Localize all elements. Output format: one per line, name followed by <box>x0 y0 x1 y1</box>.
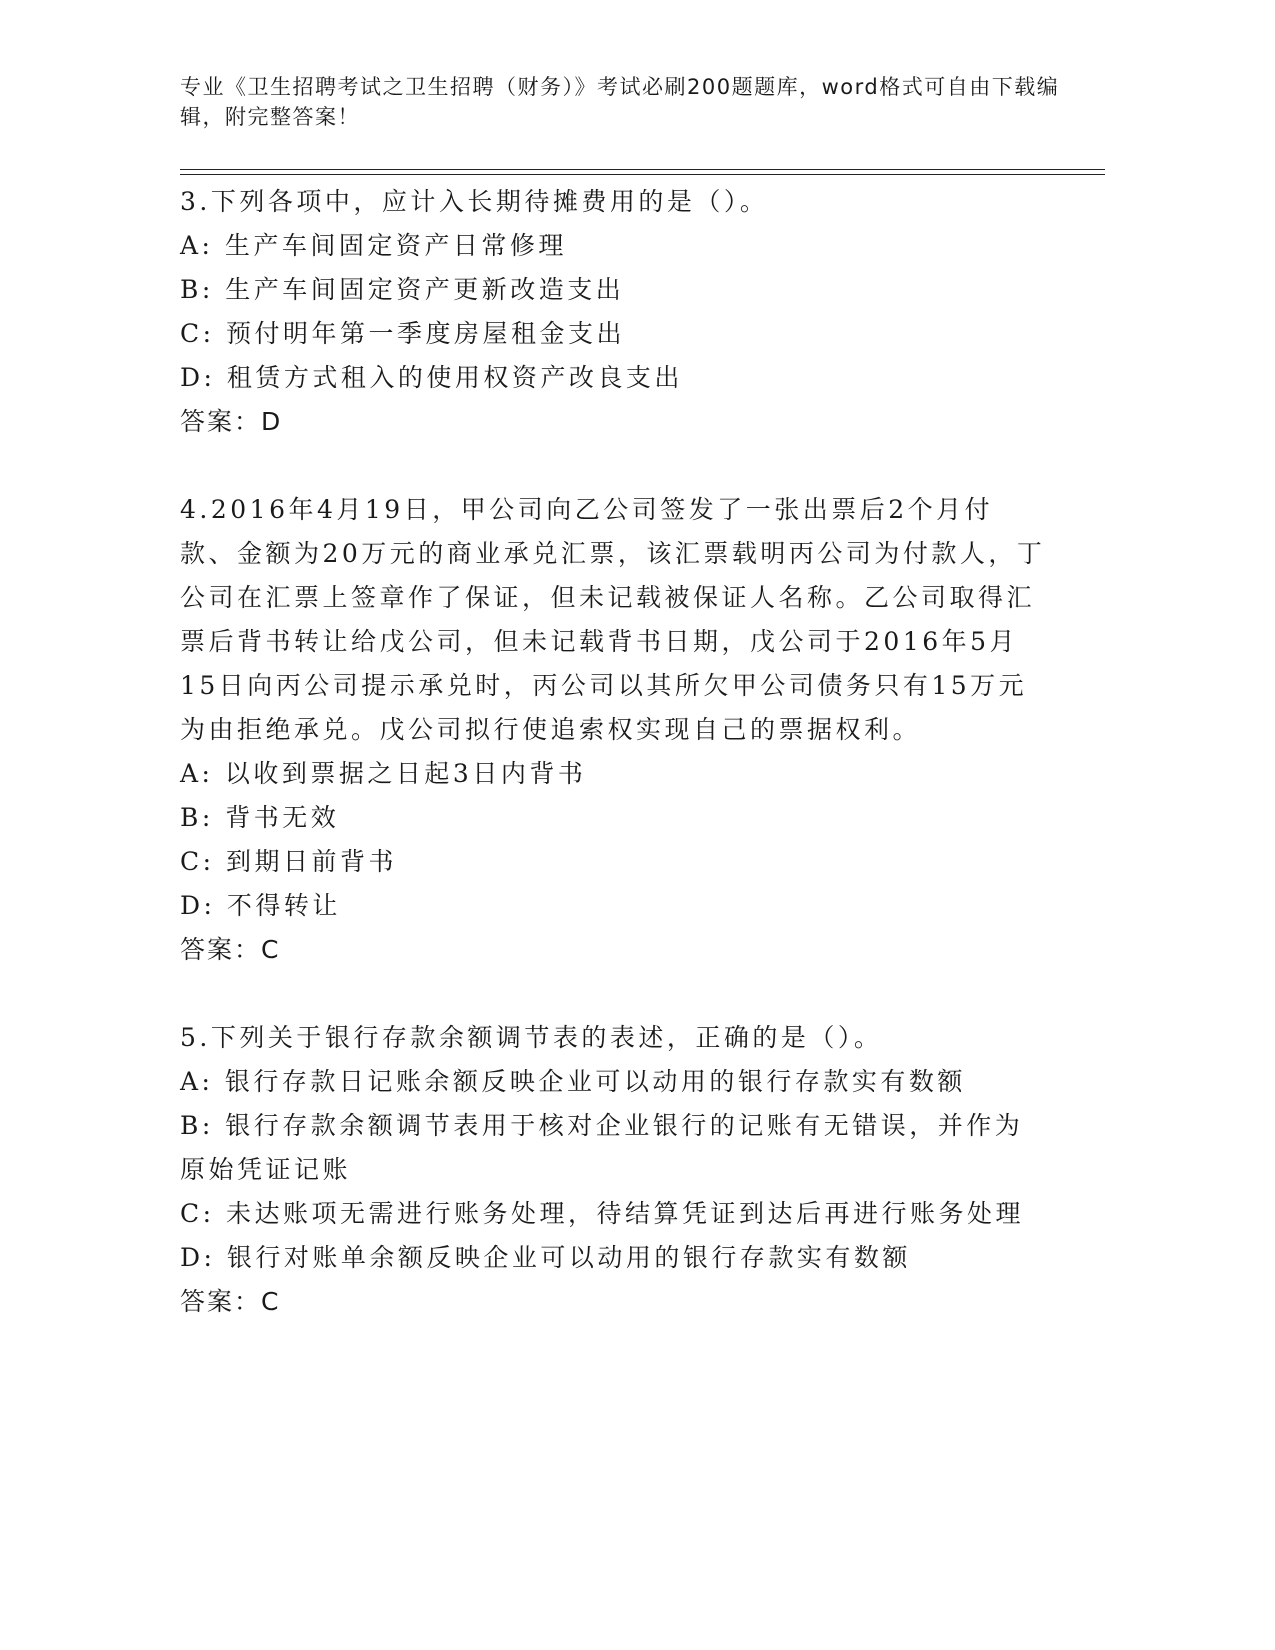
option-d: D: 银行对账单余额反映企业可以动用的银行存款实有数额 <box>180 1243 911 1272</box>
option-d: D: 租赁方式租入的使用权资产改良支出 <box>180 363 683 392</box>
question-3 <box>180 180 1050 444</box>
answer: 答案：D <box>180 407 283 436</box>
option-d: D: 不得转让 <box>180 891 341 920</box>
question-text: 5.下列关于银行存款余额调节表的表述，正确的是（）。 <box>180 1023 883 1052</box>
answer: 答案：C <box>180 1287 281 1316</box>
document-header: 专业《卫生招聘考试之卫生招聘（财务）》考试必刷200题题库，word格式可自由下载编辑，附完整答案！ <box>180 75 1060 129</box>
option-a: A: 生产车间固定资产日常修理 <box>180 231 567 260</box>
option-b: B: 银行存款余额调节表用于核对企业银行的记账有无错误，并作为原始凭证记账 <box>180 1111 1024 1184</box>
option-a: A: 银行存款日记账余额反映企业可以动用的银行存款实有数额 <box>180 1067 966 1096</box>
answer: 答案：C <box>180 935 281 964</box>
question-5 <box>180 1016 1050 1324</box>
question-text: 3.下列各项中，应计入长期待摊费用的是（）。 <box>180 187 769 216</box>
question-4 <box>180 488 1050 972</box>
header-rule-top <box>180 169 1105 170</box>
option-c: C: 预付明年第一季度房屋租金支出 <box>180 319 625 348</box>
question-list <box>180 180 1050 1324</box>
question-text: 4.2016年4月19日，甲公司向乙公司签发了一张出票后2个月付款、金额为20万元的商业承兑汇票，该汇票载明丙公司为付款人，丁公司在汇票上签章作了保证，但未记载被保证人名称。乙公司取得汇票后背书转让给戊公司，但未记载背书日期，戊公司于2016年5月15日向丙公司提示承兑时，丙公司以其所欠甲公司债务只有15万元为由拒绝承兑。戊公司拟行使追索权实现自己的票据权利。 <box>180 495 1046 744</box>
option-a: A: 以收到票据之日起3日内背书 <box>180 759 587 788</box>
option-c: C: 未达账项无需进行账务处理，待结算凭证到达后再进行账务处理 <box>180 1199 1025 1228</box>
option-b: B: 生产车间固定资产更新改造支出 <box>180 275 625 304</box>
header-rule-bottom <box>180 174 1105 175</box>
option-c: C: 到期日前背书 <box>180 847 397 876</box>
option-b: B: 背书无效 <box>180 803 340 832</box>
